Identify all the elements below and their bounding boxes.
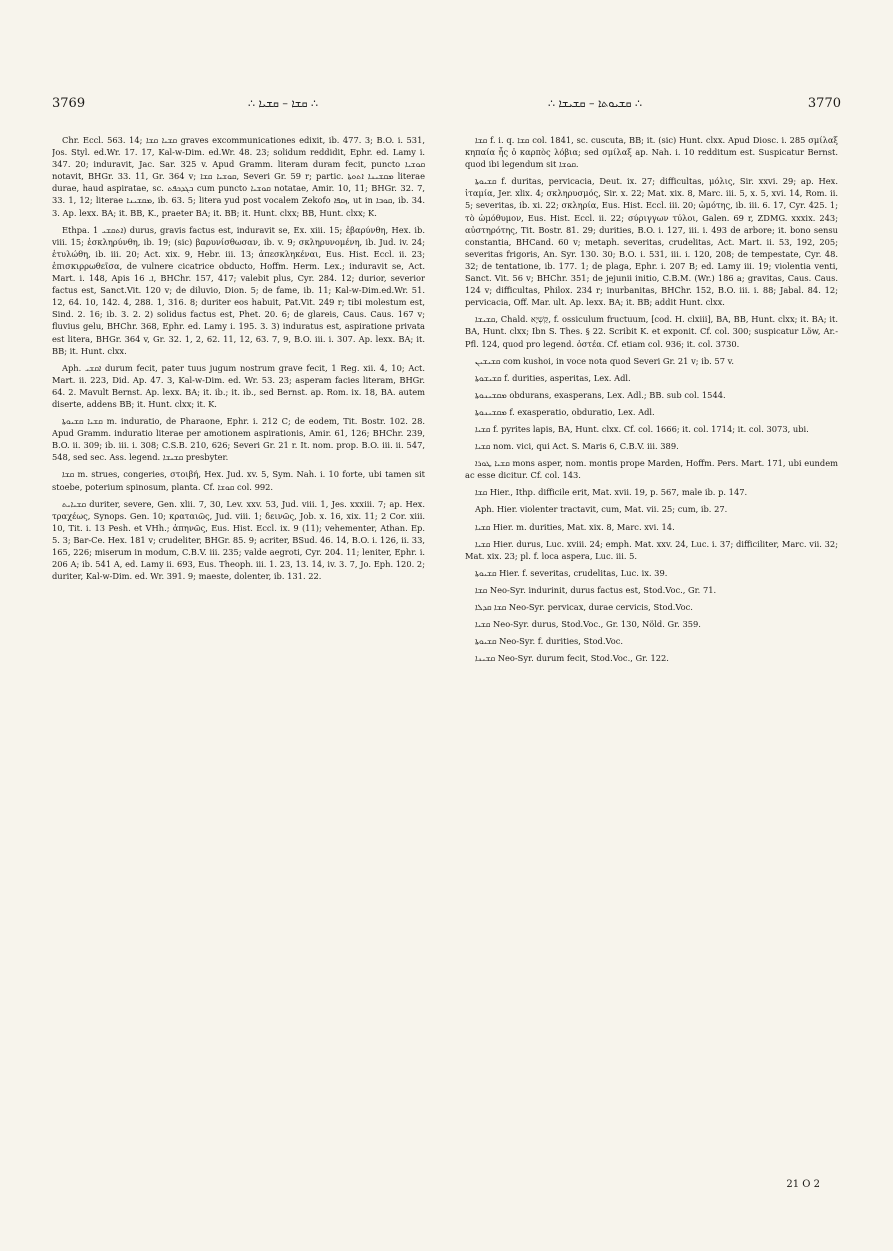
dictionary-entry: ܩܫܝܐ nom. vici, qui Act. S. Maris 6, C.B.V. iii. 389. — [475, 441, 679, 452]
dictionary-entry: ܩܫܝܐ Hier. m. durities, Mat. xix. 8, Marc. xvi. 14. — [475, 521, 675, 532]
left-running-head: ∴ ܩܫܐ – ܩܫܝܐ ∴ — [247, 97, 319, 110]
dictionary-entry: ܩܫܝܐܝܬ duriter, severe, Gen. xlii. 7, 30, Lev. xxv. 53, Jud. viii. 1, Jes. xxxiii. 7; ap. Hex. τραχέως, Synops. Gen. 10; κραταιῶς, Jud. viii. 1; δεινῶς, Job. x. 16, xix. 11; 2 Cor. xiii. 10, Tit. i. 13 Pesh. et VHh.; ἀπηνῶς, Eus. Hist. Eccl. ix. 9 (11); vehementer, Athan. Ep. 5. 3; Bar-Ce. Hex. 181 v; crudeliter, BHGr. 85. 9; acriter, BSud. 46. 14, B.O. i. 126, ii. 33, 165, 226; miserum in modum, C.B.V. iii. 235; valde aegroti, Cyr. 204. 11; leniter, Ephr. i. 206 A; ib. 541 A, ed. Lamy ii. 693, Eus. Theoph. iii. 1. 23, 13. 14, iv. 3. 7, Jo. Eph. 120. 2; duriter, Kal-w-Dim. ed. Wr. 391. 9; maeste, dolenter, ib. 131. 22. — [52, 498, 425, 582]
right-running-head: ∴ ܩܫܝܘܬܐ – ܩܫܝܫܐ ∴ — [547, 97, 643, 110]
dictionary-entry: ܡܩܫܝܢܘܬܐ f. exasperatio, obduratio, Lex. Adl. — [475, 406, 655, 417]
dictionary-entry: Aph. ܐܩܫܝ durum fecit, pater tuus jugum nostrum grave fecit, 1 Reg. xii. 4, 10; Act. Mart. ii. 223, Did. Ap. 47. 3, Kal-w-Dim. ed. Wr. 53. 23; asperam facies literam, BHGr. 64. 2. Mavult Bernst. Ap. lexx. BA; it. ib.; it. ib., sed Bernst. ap. Rom. ix. 18, BA. autem diserte, addens BB; it. Hunt. clxx; it. K. — [52, 362, 425, 409]
dictionary-entry: ܩܫܐ ܩܕܠܐ Neo-Syr. pervicax, durae cervicis, Stod.Voc. — [475, 602, 693, 612]
dictionary-entry: ܩܫܝܐ Neo-Syr. durus, Stod.Voc., Gr. 130, Nöld. Gr. 359. — [475, 619, 701, 630]
dictionary-entry: ܩܫܝܘܬܐ Hier. f. severitas, crudelitas, Luc. ix. 39. — [475, 567, 668, 578]
right-column — [465, 134, 838, 1194]
page-header — [48, 96, 845, 116]
dictionary-entry: ܩܫܝܐ ܛܘܪܐ mons asper, nom. montis prope Marden, Hoffm. Pers. Mart. 171, ubi eundem ac esse dicitur. Cf. col. 143. — [465, 458, 838, 481]
right-page-number: 3770 — [807, 96, 841, 111]
dictionary-entry: ܩܫܝܫܝܢ com kushoi, in voce nota quod Severi Gr. 21 v; ib. 57 v. — [475, 355, 734, 366]
dictionary-entry: ܩܫܝܘܬܐ f. duritas, pervicacia, Deut. ix. 27; difficultas, μόλις, Sir. xxvi. 29; ap. Hex. ἰταμία, Jer. xlix. 4; σκληρυσμός, Sir. x. 22; Mat. xix. 8, Marc. iii. 5, x. 5, xvi. 14, Rom. ii. 5; severitas, ib. xi. 22; σκληρία, Eus. Hist. Eccl. iii. 20; ὠμότης, ib. iii. 6. 17, Cyr. 425. 1; τὸ ὠμόθυμον, Eus. Hist. Eccl. ii. 22; σύριγγων τύλοι, Galen. 69 r, ZDMG. xxxix. 243; αὐστηρότης, Tit. Bostr. 81. 29; durities, B.O. i. 127, iii. i. 493 de arbore; it. bono sensu constantia, BHCand. 60 v; metaph. severitas, crudelitas, Act. Mart. ii. 53, 192, 205; severitas frigoris, An. Syr. 130. 30; B.O. i. 531, iii. i. 120, 208; de tempestate, Cyr. 48. 32; de tentationе, ib. 177. 1; de plaga, Ephr. i. 207 B; ed. Lamy iii. 19; violentia venti, Sanct. Vit. 56 v; BHChr. 351; de jejunii initio, C.B.M. (Wr.) 186 a; gravitas, Caus. Caus. 124 v; difficultas, Philox. 234 r; inurbanitas, BHChr. 152, B.O. iii. i. 88; Jabal. 84. 12; pervicacia, Off. Mar. ult. Ap. lexx. BA; it. BB; addit Hunt. clxx. — [465, 176, 838, 308]
dictionary-entry: ܩܫܝܐ ܩܫܝܘܬܐ m. induratio, de Pharaone, Ephr. i. 212 C; de eodem, Tit. Bostr. 102. 28. Apud Gramm. induratio literae per amotionem aspirationis, Amir. 61, 126; BHChr. 239, B.O. ii. 309; ib. iii. i. 308; C.S.B. 210, 626; Severi Gr. 21 r. It. nom. prop. B.O. iii. ii. 547, 548, sed sec. Ass. legend. ܩܫܝܫܐ presbyter. — [52, 416, 425, 463]
dictionary-entry: ܩܫܐ Hier., Ithp. difficile erit, Mat. xvii. 19, p. 567, male ib. p. 147. — [475, 487, 748, 498]
dictionary-entry: ܩܫܐ Neo-Syr. indurinit, durus factus est, Stod.Voc., Gr. 71. — [475, 584, 717, 595]
dictionary-entry: ܩܫܝܫܐ, Chald. קַשְׁיָא, f. ossiculum fructuum, [cod. H. clxiii], BA, BB, Hunt. clxx; it. BA; it. BA, Hunt. clxx; Ibn S. Thes. § 22. Scribit K. et exponit. Cf. col. 300; suspicatur Löw, Ar.-Pfl. 124, quod pro legend. ὀστέα. Cf. etiam col. 936; it. col. 3730. — [465, 314, 838, 349]
dictionary-entry: ܩܫܝܫܘܬܐ f. durities, asperitas, Lex. Adl. — [475, 372, 631, 383]
dictionary-entry: ܡܩܫܝܢܘܬܐ obdurans, exasperans, Lex. Adl.; BB. sub col. 1544. — [475, 389, 726, 400]
dictionary-entry: ܩܫܝܢܐ Neo-Syr. durum fecit, Stod.Voc., Gr. 122. — [475, 653, 669, 664]
left-column — [52, 134, 425, 1194]
dictionary-entry: ܩܫܐ m. strues, congeries, στοιβή, Hex. Jud. xv. 5, Sym. Nah. i. 10 forte, ubi tamen sit stoebe, poterium spinosum, planta. Cf. ܩܘܫܐ col. 992. — [52, 469, 425, 492]
signature-mark: 21 O 2 — [786, 1179, 820, 1190]
dictionary-entry: ܩܫܝܘܬܐ Neo-Syr. f. durities, Stod.Voc. — [475, 636, 624, 647]
dictionary-entry: ܩܫܝܐ f. pyrites lapis, BA, Hunt. clxx. Cf. col. 1666; it. col. 1714; it. col. 3073, ubi. — [475, 423, 809, 434]
dictionary-entry: Chr. Eccl. 563. 14; ܩܫܝܐ ܩܫܐ graves excommunicationes edixit, ib. 477. 3; B.O. i. 531, Jos. Styl. ed.Wr. 17. 17, Kal-w-Dim. ed.Wr. 48. 23; solidum reddidit, Ephr. ed. Lamy i. 347. 20; induravit, Jac. Sar. 325 v. Apud Gramm. literam duram fecit, puncto ܩܘܫܝܐ notavit, BHGr. 33. 11, Gr. 364 v; ܩܘܫܝܐ ܩܫܐ, Severi Gr. 59 r; partic. ܡܩܫܝܢܐ ܐܬܘܬܐ literae durae, haud aspiratae, sc. ܒܓܕܟܦܬ cum puncto ܩܘܫܝܐ notatae, Amir. 10, 11; BHGr. 32. 7, 33. 1, 12; literae ܡܩܫܝܢܐ, ib. 63. 5; litera yud post vocalem Zekofo ܙܩܦܐ, ut in ܩܘܒܐ, ib. 34. 3. Ap. lexx. BA; it. BB, K., praeter BA; it. BB; it. Hunt. clxx; BB, Hunt. clxx; K. — [52, 135, 425, 218]
dictionary-entry: ܩܫܐ f. i. q. ܩܫܐ col. 1841, sc. cuscuta, BB; it. (sic) Hunt. clxx. Apud Diosc. i. 285 σμίλαξ κηπαία ἧς ὁ καρπὸς λόβια; sed σμίλαξ ap. Nah. i. 10 redditum est. Suspicatur Bernst. quod ibi legendum sit ܩܘܫܐ. — [465, 135, 838, 170]
dictionary-entry: ܩܫܝܐ Hier. durus, Luc. xviii. 24; emph. Mat. xxv. 24, Luc. i. 37; difficiliter, Marc. vii. 32; Mat. xix. 23; pl. f. loca aspera, Luc. iii. 5. — [465, 538, 838, 561]
dictionary-entry: Aph. Hier. violenter tractavit, cum, Mat. vii. 25; cum, ib. 27. — [475, 504, 728, 515]
left-page-number: 3769 — [52, 96, 86, 111]
dictionary-entry: Ethpa. ܐܬܩܫܝ 1) durus, gravis factus est, induravit se, Ex. xiii. 15; ἐβαρύνθη, Hex. ib. viii. 15; ἐσκληρύνθη, ib. 19; (sic) βαρυνίσθωσαν, ib. v. 9; σκληρυνομένη, ib. Jud. iv. 24; ἐτυλώθη, ib. iii. 20; Act. xix. 9, Hebr. iii. 13; ἀπεσκληκέναι, Eus. Hist. Eccl. ii. 23; ἐπισκιρρωθεῖσα, de vulnere cicatrice obducto, Hoffm. Herm. Lex.; induravit se, Act. Mart. i. 148, Apis ܐ. 16, BHChr. 157, 417; valebit plus, Cyr. 284. 12; durior, severior factus est, Sanct.Vit. 120 v; de diluvio, Dion. 5; de fame, ib. 11; Kal-w-Dim.ed.Wr. 51. 12, 64. 10, 142. 4, 288. 1, 316. 8; duriter eos habuit, Pat.Vit. 249 r; tibi molestum est, Sind. 2. 16; ib. 3. 2. 2) solidus factus est, Phet. 20. 6; de glareis, Caus. Caus. 167 v; fluvius gelu, BHChr. 368, Ephr. ed. Lamy i. 195. 3. 3) induratus est, aspiratione privata est litera, BHGr. 364 v, Gr. 32. 1, 2, 62. 11, 12, 63. 7, 9, B.O. iii. i. 307. Ap. lexx. BA; it. BB; it. Hunt. clxx. — [52, 224, 425, 356]
